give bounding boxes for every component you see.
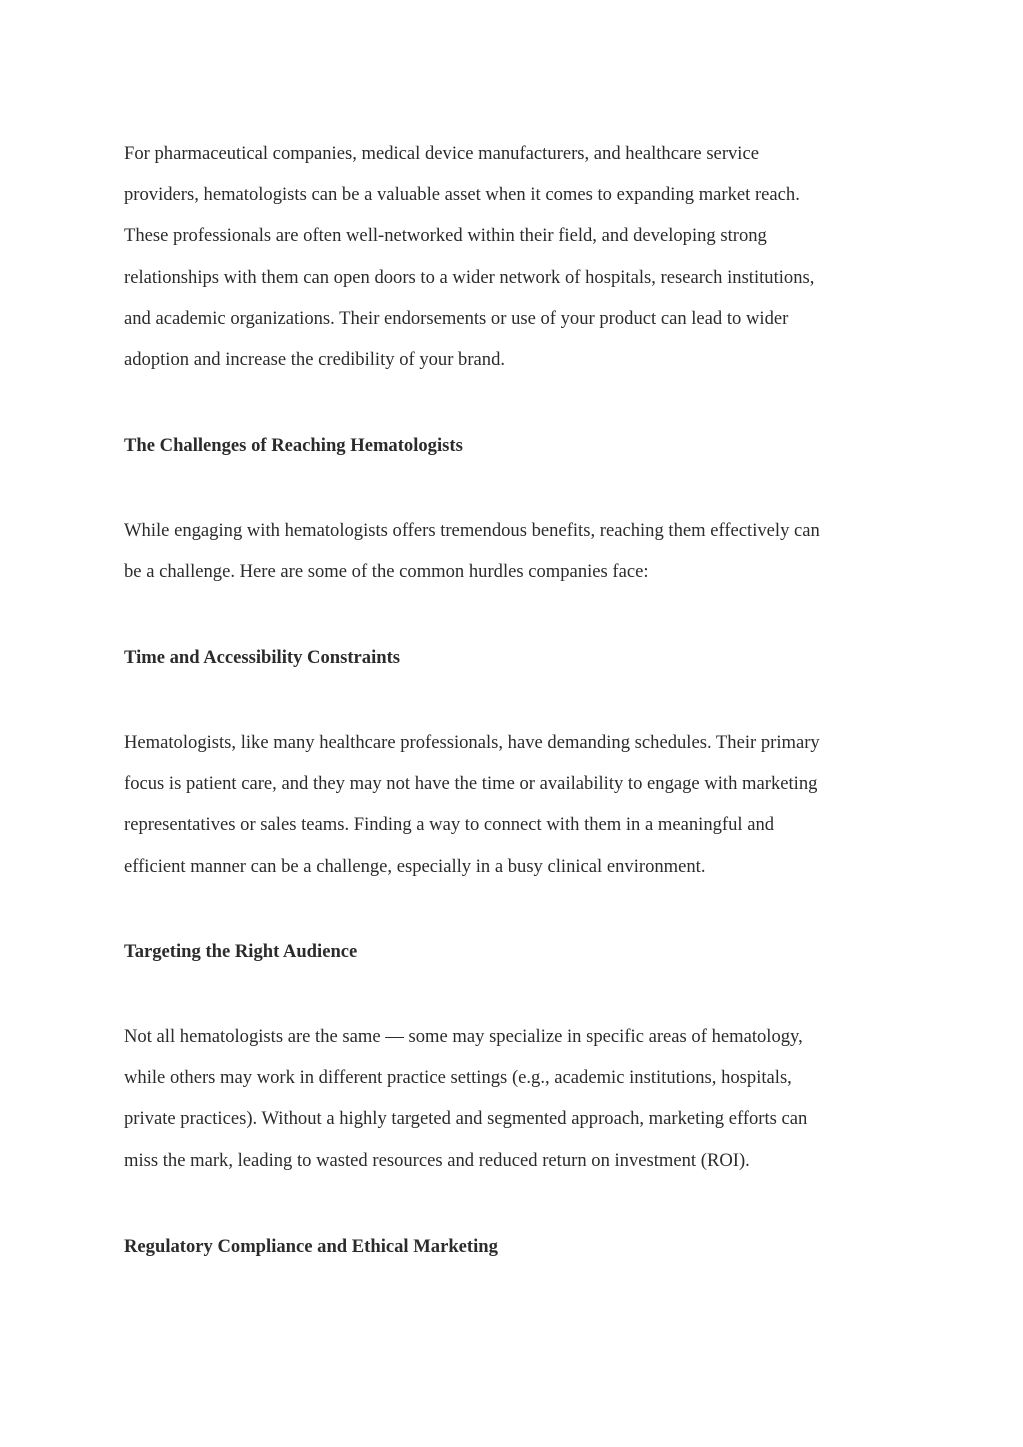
- text-line: efficient manner can be a challenge, especially in a busy clinical environment.: [124, 855, 706, 877]
- text-line: and academic organizations. Their endorsements or use of your product can lead to wider: [124, 307, 789, 329]
- text-line: For pharmaceutical companies, medical device manufacturers, and healthcare service: [124, 143, 759, 164]
- text-line: focus is patient care, and they may not have the time or availability to engage with marketing: [124, 773, 818, 795]
- text-line: adoption and increase the credibility of your brand.: [124, 349, 506, 371]
- text-line: providers, hematologists can be a valuable asset when it comes to expanding market reach.: [124, 184, 800, 206]
- text-line: Hematologists, like many healthcare professionals, have demanding schedules. Their primary: [124, 732, 820, 753]
- paragraph-challenges-intro: [124, 510, 904, 592]
- text-line: relationships with them can open doors to a wider network of hospitals, research institutions,: [124, 266, 815, 288]
- text-line: Not all hematologists are the same — some may specialize in specific areas of hematology,: [124, 1026, 803, 1047]
- text-line: miss the mark, leading to wasted resources and reduced return on investment (ROI).: [124, 1149, 750, 1171]
- paragraph-targeting: [124, 1016, 904, 1181]
- text-line: be a challenge. Here are some of the common hurdles companies face:: [124, 561, 649, 583]
- text-line: while others may work in different practice settings (e.g., academic institutions, hospitals,: [124, 1067, 792, 1089]
- text-line: private practices). Without a highly targeted and segmented approach, marketing efforts can: [124, 1108, 808, 1130]
- section-heading-challenges: The Challenges of Reaching Hematologists: [124, 435, 463, 456]
- section-heading-regulatory: Regulatory Compliance and Ethical Marketing: [124, 1236, 498, 1257]
- paragraph-market-reach: [124, 133, 904, 380]
- section-heading-targeting: Targeting the Right Audience: [124, 941, 358, 962]
- text-line: These professionals are often well-networked within their field, and developing strong: [124, 225, 767, 247]
- text-line: representatives or sales teams. Finding a way to connect with them in a meaningful and: [124, 814, 775, 836]
- section-heading-time-accessibility: Time and Accessibility Constraints: [124, 647, 401, 668]
- paragraph-time-accessibility: [124, 722, 904, 887]
- text-line: While engaging with hematologists offers tremendous benefits, reaching them effectively can: [124, 520, 820, 541]
